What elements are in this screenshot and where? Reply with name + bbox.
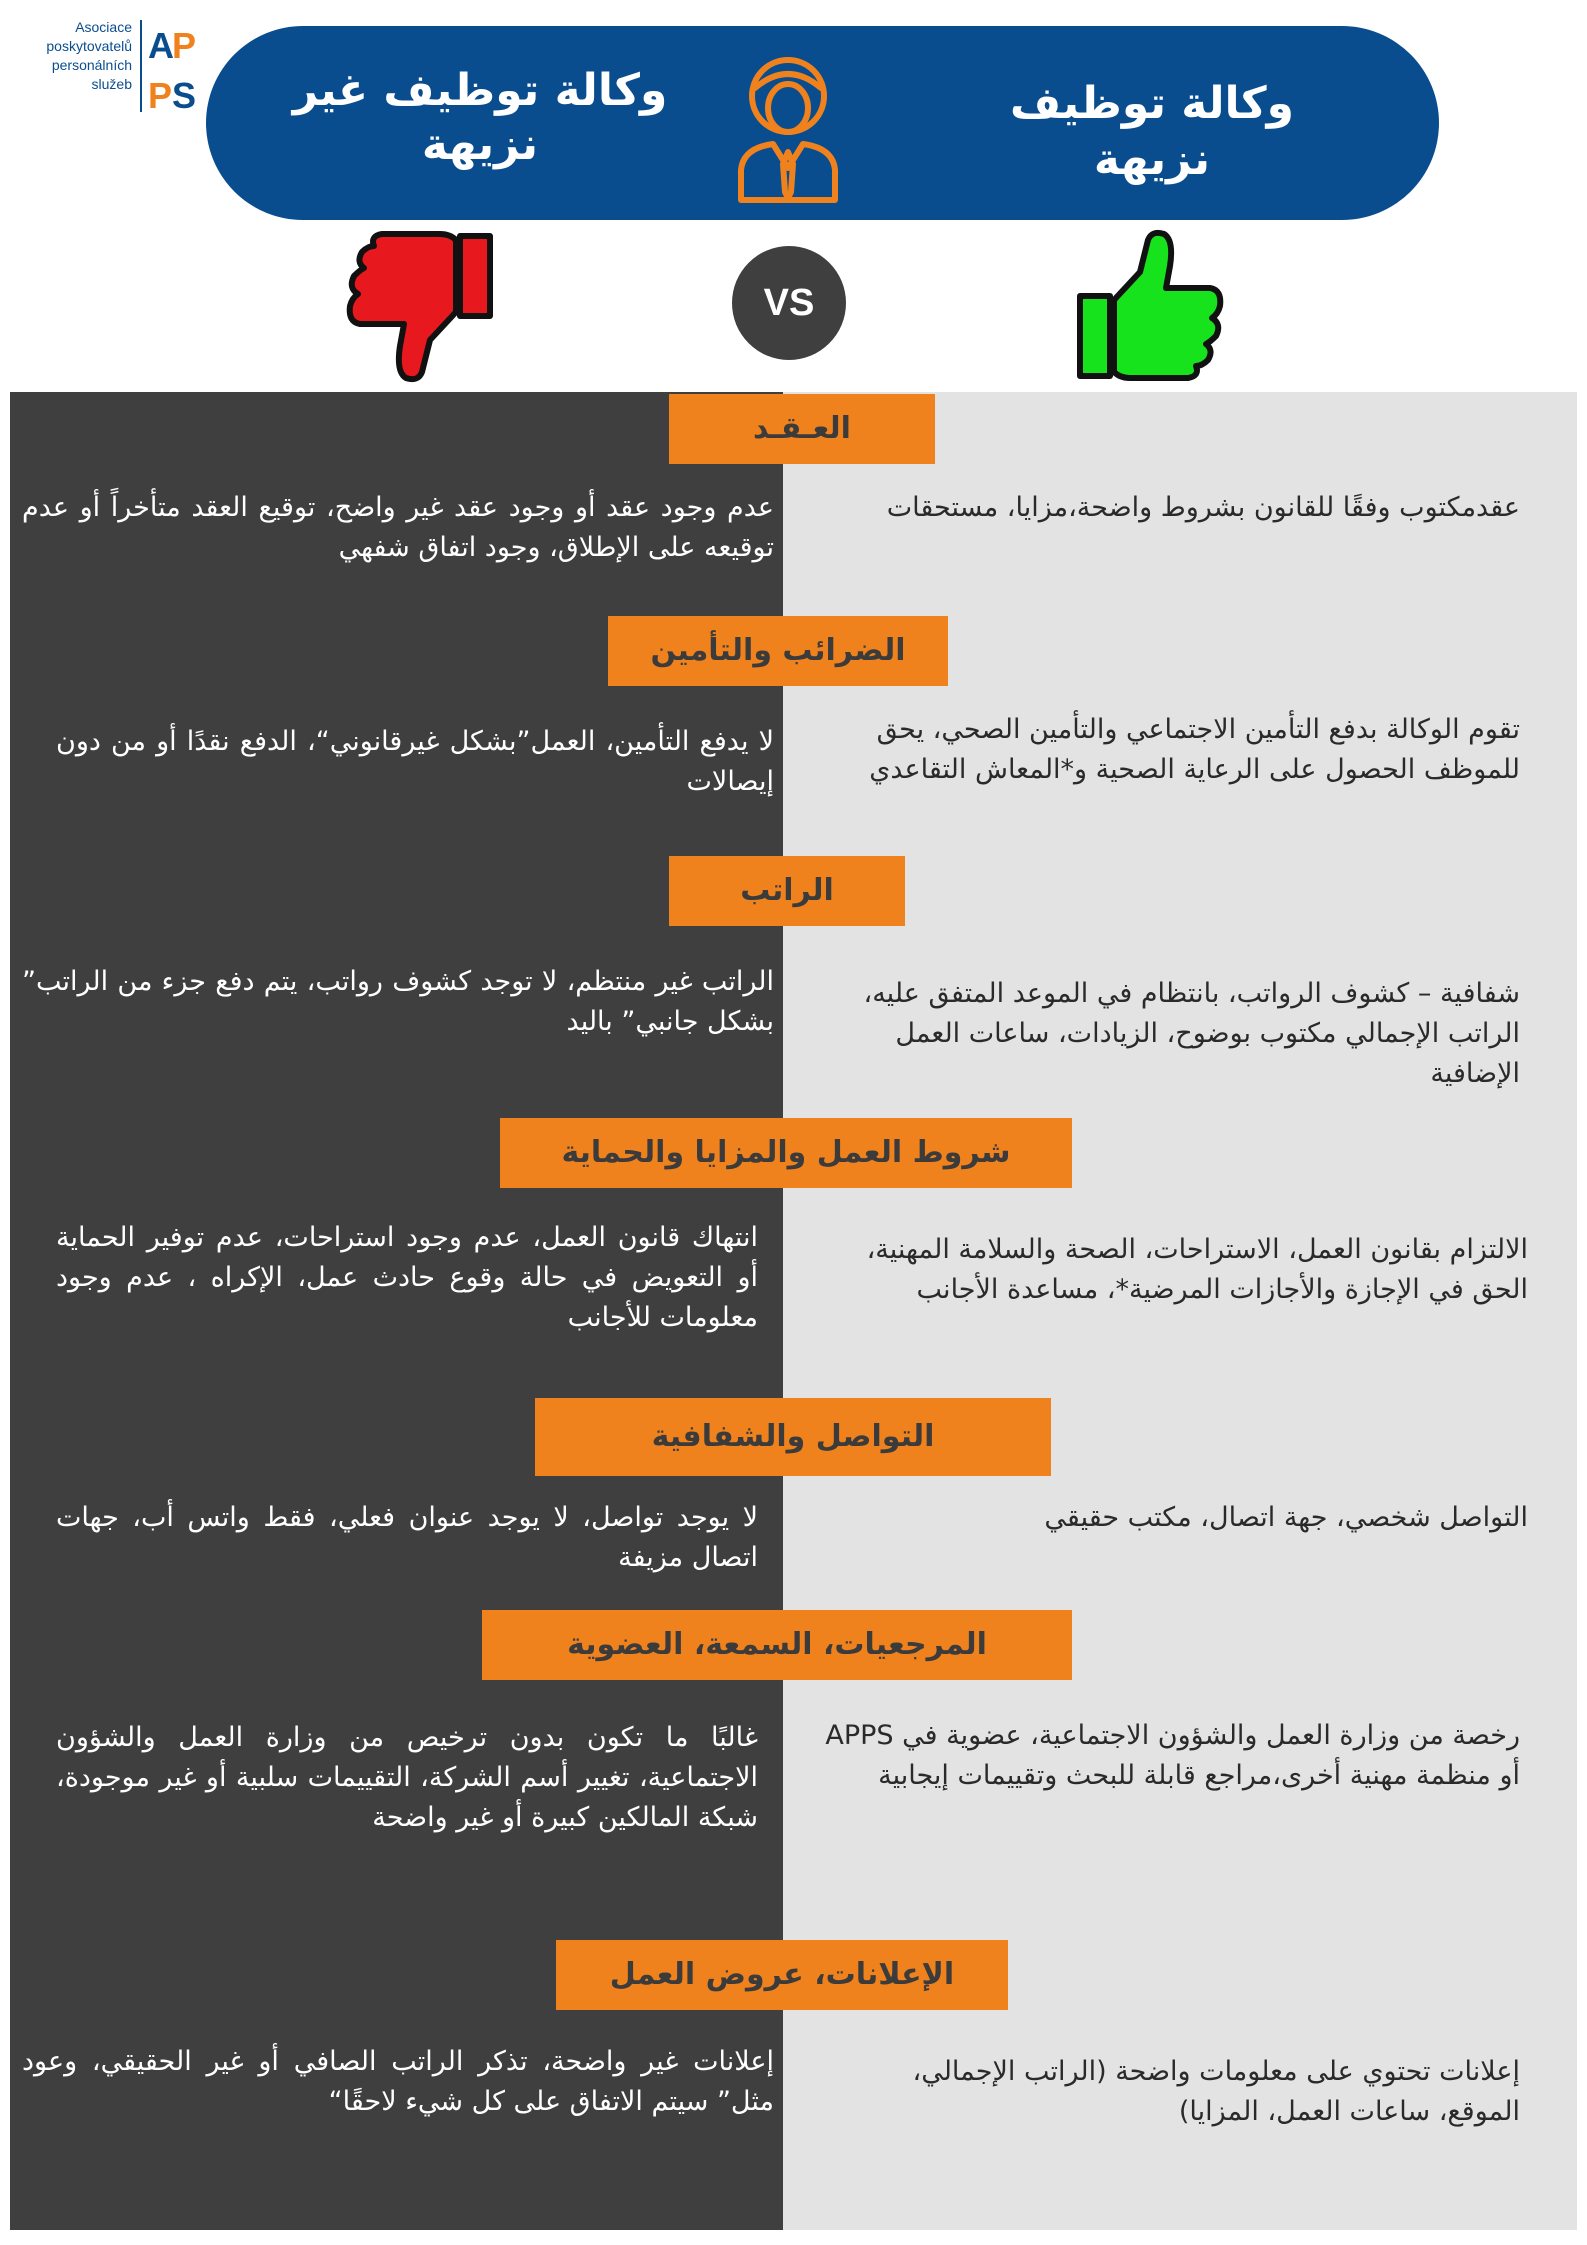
svg-text:S: S xyxy=(172,75,197,114)
svg-text:A: A xyxy=(148,25,174,66)
section-title-ads: الإعلانات، عروض العمل xyxy=(556,1940,1008,2010)
fair-contract-text: عقدمكتوب وفقًا للقانون بشروط واضحة،مزايا، مستحقات xyxy=(886,492,1520,523)
unfair-ads-text: إعلانات غير واضحة، تذكر الراتب الصافي أو غير الحقيقي، وعود مثل” سيتم الاتفاق على كل شيء لاحقًا“ xyxy=(22,2046,774,2117)
unfair-agency-title: وكالة توظيف غير نزيهة xyxy=(292,65,668,170)
unfair-salary-text: الراتب غير منتظم، لا توجد كشوف رواتب، يتم دفع جزء من الراتب” بشكل جانبي” باليد xyxy=(22,966,774,1037)
logo-line: Asociace xyxy=(75,19,132,35)
logo-line: personálních xyxy=(51,57,132,73)
thumbs-up-icon xyxy=(1070,226,1230,386)
section-title-references: المرجعيات، السمعة، العضوية xyxy=(482,1610,1072,1680)
fair-taxes-text: تقوم الوكالة بدفع التأمين الاجتماعي والتأمين الصحي، يحق للموظف الحصول على الرعاية الصحية و*المعاش التقاعدي xyxy=(869,714,1520,785)
fair-references-text: رخصة من وزارة العمل والشؤون الاجتماعية، عضوية في APPS أو منظمة مهنية أخرى،مراجع قابلة للبحث وتقييمات إيجابية xyxy=(825,1720,1520,1791)
logo-line: služeb xyxy=(91,76,132,92)
person-tie-icon xyxy=(733,52,843,204)
unfair-communication-text: لا يوجد تواصل، لا يوجد عنوان فعلي، فقط واتس أب، جهات اتصال مزيفة xyxy=(56,1502,758,1573)
fair-conditions-text: الالتزام بقانون العمل، الاستراحات، الصحة والسلامة المهنية، الحق في الإجازة والأجازات المرضية*، مساعدة الأجانب xyxy=(866,1234,1528,1305)
unfair-references-text: غالبًا ما تكون بدون ترخيص من وزارة العمل والشؤون الاجتماعية، تغيير أسم الشركة، التقييمات سلبية أو غير موجودة، شبكة المالكين كبيرة أو غير واضحة xyxy=(56,1722,758,1833)
fair-agency-title: وكالة توظيف نزيهة xyxy=(1010,78,1294,185)
section-title-contract: العـقـد xyxy=(669,394,935,464)
section-title-salary: الراتب xyxy=(669,856,905,926)
section-title-communication: التواصل والشفافية xyxy=(535,1398,1051,1476)
section-title-taxes: الضرائب والتأمين xyxy=(608,616,948,686)
fair-communication-text: التواصل شخصي، جهة اتصال، مكتب حقيقي xyxy=(1044,1502,1528,1533)
fair-ads-text: إعلانات تحتوي على معلومات واضحة (الراتب الإجمالي، الموقع، ساعات العمل، المزايا) xyxy=(912,2056,1520,2127)
apps-logo-mark xyxy=(146,18,202,114)
logo-line: poskytovatelů xyxy=(46,38,132,54)
vs-badge: VS xyxy=(732,246,846,360)
unfair-contract-text: عدم وجود عقد أو وجود عقد غير واضح، توقيع العقد متأخراً أو عدم توقيعه على الإطلاق، وجود اتفاق شفهي xyxy=(22,492,774,563)
unfair-conditions-text: انتهاك قانون العمل، عدم وجود استراحات، عدم توفير الحماية أو التعويض في حالة وقوع حادث عمل، الإكراه ، عدم وجود معلومات للأجانب xyxy=(56,1222,758,1333)
unfair-taxes-text: لا يدفع التأمين، العمل”بشكل غيرقانوني“، الدفع نقدًا أو من دون إيصالات xyxy=(56,726,774,797)
logo-text xyxy=(22,18,132,94)
svg-text:P: P xyxy=(172,25,197,66)
thumbs-down-icon xyxy=(340,226,500,386)
logo-divider xyxy=(140,20,142,112)
svg-text:P: P xyxy=(148,75,173,114)
fair-salary-text: شفافية – كشوف الرواتب، بانتظام في الموعد المتفق عليه، الراتب الإجمالي مكتوب بوضوح، الزيادات، ساعات العمل الإضافية xyxy=(863,978,1520,1089)
section-title-conditions: شروط العمل والمزايا والحماية xyxy=(500,1118,1072,1188)
